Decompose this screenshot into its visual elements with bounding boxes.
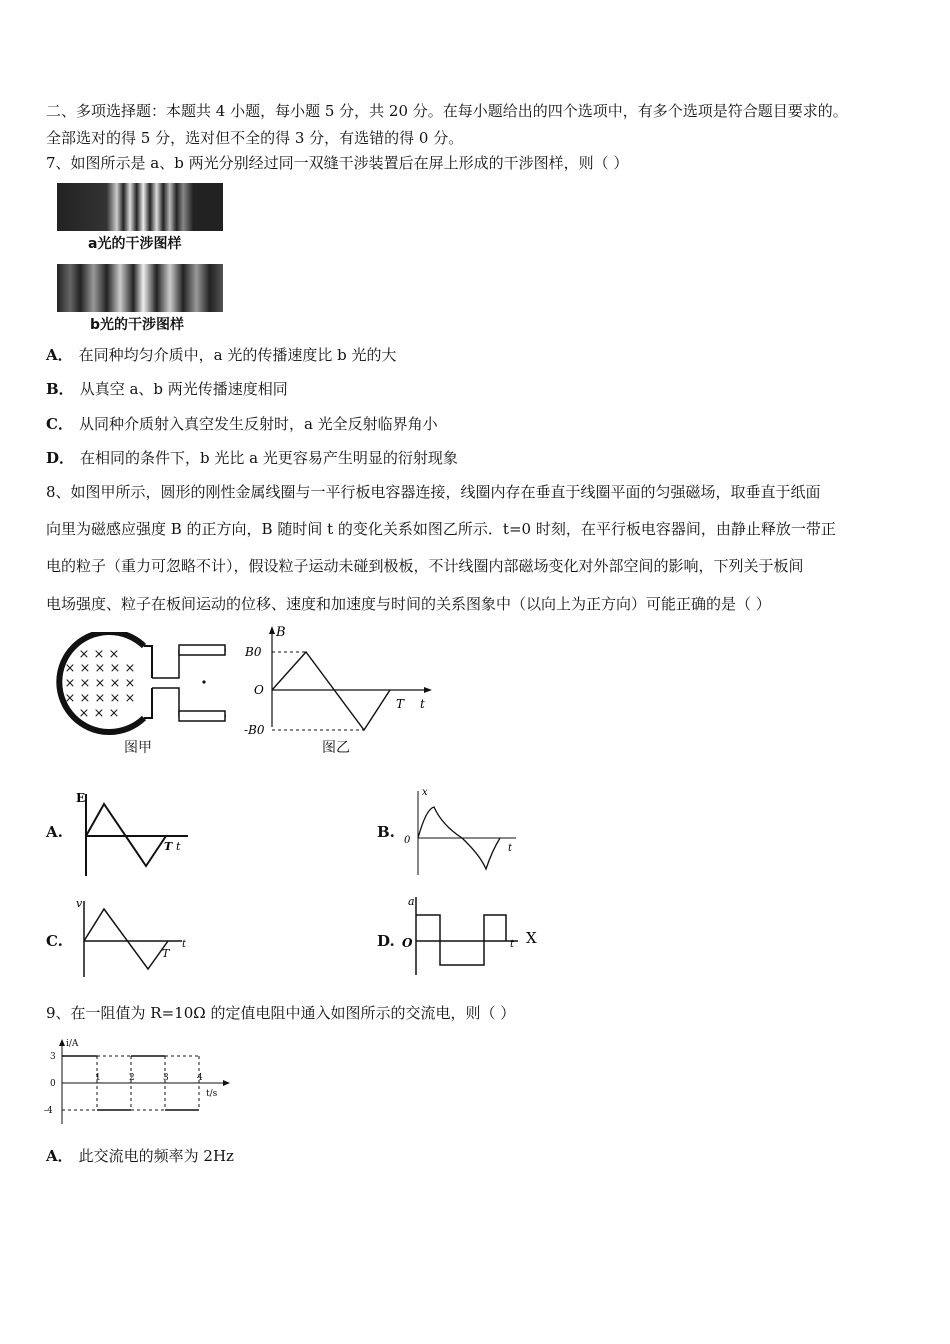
q8-option-a-label[interactable]: A. <box>46 823 63 841</box>
q8-option-d-graph[interactable] <box>396 893 546 978</box>
svg-text:3: 3 <box>163 1073 169 1083</box>
svg-text:×: × <box>94 676 106 691</box>
svg-text:×: × <box>109 661 121 676</box>
q8-stem-line3: 电的粒子（重力可忽略不计），假设粒子运动未碰到极板，不计线圈内部磁场变化对外部空间的影响，下列关于板间 <box>46 557 804 575</box>
svg-text:v: v <box>76 897 83 910</box>
svg-text:×: × <box>64 676 76 691</box>
svg-text:×: × <box>64 661 76 676</box>
q8-stem-line2: 向里为磁感应强度 B 的正方向，B 随时间 t 的变化关系如图乙所示．t=0 时刻，在平行板电容器间，由静止释放一带正 <box>46 520 836 538</box>
svg-text:3: 3 <box>50 1052 56 1062</box>
neg-b0-label: -B0 <box>244 723 265 737</box>
origin-label: O <box>254 683 264 697</box>
q9-current-graph <box>40 1036 240 1126</box>
q8-option-c-graph[interactable] <box>72 895 192 980</box>
q7-option-a[interactable]: A． 在同种均匀介质中，a 光的传播速度比 b 光的大 <box>46 346 397 364</box>
svg-text:×: × <box>78 706 90 721</box>
svg-text:×: × <box>78 647 90 662</box>
svg-text:T: T <box>164 840 173 853</box>
period-label: T <box>396 697 405 711</box>
section-header-line1: 二、多项选择题：本题共 4 小题，每小题 5 分，共 20 分。在每小题给出的四个选项中，有多个选项是符合题目要求的。 <box>46 102 848 120</box>
svg-text:×: × <box>93 706 105 721</box>
svg-text:×: × <box>109 691 121 706</box>
svg-text:×: × <box>108 647 120 662</box>
b-t-graph <box>240 622 440 737</box>
q8-option-b-label[interactable]: B. <box>377 823 395 841</box>
svg-text:×: × <box>124 661 136 676</box>
svg-text:×: × <box>94 661 106 676</box>
b0-label: B0 <box>245 645 262 659</box>
coil-capacitor-figure <box>44 632 264 742</box>
fig-yi-caption: 图乙 <box>322 740 350 756</box>
section-header-line2: 全部选对的得 5 分，选对但不全的得 3 分，有选错的得 0 分。 <box>46 129 464 147</box>
q7-option-c[interactable]: C． 从同种介质射入真空发生反射时，a 光全反射临界角小 <box>46 415 438 433</box>
svg-text:×: × <box>108 706 120 721</box>
q9-stem: 9、在一阻值为 R=10Ω 的定值电阻中通入如图所示的交流电，则（ ） <box>46 1004 516 1022</box>
svg-text:t: t <box>510 939 515 950</box>
caption-b: b光的干涉图样 <box>90 317 185 333</box>
svg-text:i/A: i/A <box>66 1039 79 1049</box>
svg-text:×: × <box>93 647 105 662</box>
svg-text:t: t <box>176 840 181 853</box>
svg-text:O: O <box>402 936 413 950</box>
svg-text:×: × <box>64 691 76 706</box>
svg-text:×: × <box>79 676 91 691</box>
svg-text:4: 4 <box>197 1073 203 1083</box>
svg-text:×: × <box>94 691 106 706</box>
q8-stem-line4: 电场强度、粒子在板间运动的位移、速度和加速度与时间的关系图象中（以向上为正方向）可能正确的是（ ） <box>46 595 771 613</box>
q7-stem: 7、如图所示是 a、b 两光分别经过同一双缝干涉装置后在屏上形成的干涉图样，则（ ） <box>46 154 629 172</box>
caption-a: a光的干涉图样 <box>88 236 182 252</box>
svg-text:0: 0 <box>50 1079 56 1089</box>
svg-text:×: × <box>124 676 136 691</box>
q8-option-a-graph[interactable] <box>72 788 192 878</box>
q8-option-b-graph[interactable] <box>400 785 520 880</box>
svg-text:1: 1 <box>95 1073 101 1083</box>
svg-text:×: × <box>124 691 136 706</box>
q9-option-a[interactable]: A． 此交流电的频率为 2Hz <box>46 1147 234 1165</box>
svg-text:x: x <box>422 787 428 798</box>
interference-pattern-a <box>57 183 225 233</box>
t-axis-label: t <box>420 697 425 711</box>
svg-text:X: X <box>526 929 537 947</box>
fig-jia-caption: 图甲 <box>124 740 152 756</box>
svg-text:t/s: t/s <box>206 1089 218 1099</box>
svg-text:2: 2 <box>129 1073 135 1083</box>
b-axis-label: B <box>276 625 286 640</box>
q8-stem-line1: 8、如图甲所示，圆形的刚性金属线圈与一平行板电容器连接，线圈内存在垂直于线圈平面的匀强磁场，取垂直于纸面 <box>46 483 821 501</box>
svg-text:T: T <box>162 947 170 960</box>
q8-option-c-label[interactable]: C. <box>46 932 63 950</box>
svg-text:×: × <box>79 661 91 676</box>
interference-pattern-b <box>57 264 225 314</box>
svg-text:t: t <box>508 843 513 854</box>
q7-option-b[interactable]: B． 从真空 a、b 两光传播速度相同 <box>46 380 288 398</box>
svg-text:×: × <box>79 691 91 706</box>
svg-text:t: t <box>182 939 187 950</box>
svg-text:-4: -4 <box>44 1106 53 1116</box>
svg-text:E: E <box>76 791 86 805</box>
q7-option-d[interactable]: D． 在相同的条件下，b 光比 a 光更容易产生明显的衍射现象 <box>46 449 458 467</box>
svg-text:×: × <box>109 676 121 691</box>
svg-text:a: a <box>408 895 415 908</box>
svg-text:0: 0 <box>404 835 411 846</box>
q8-option-d-label[interactable]: D. <box>377 932 395 950</box>
